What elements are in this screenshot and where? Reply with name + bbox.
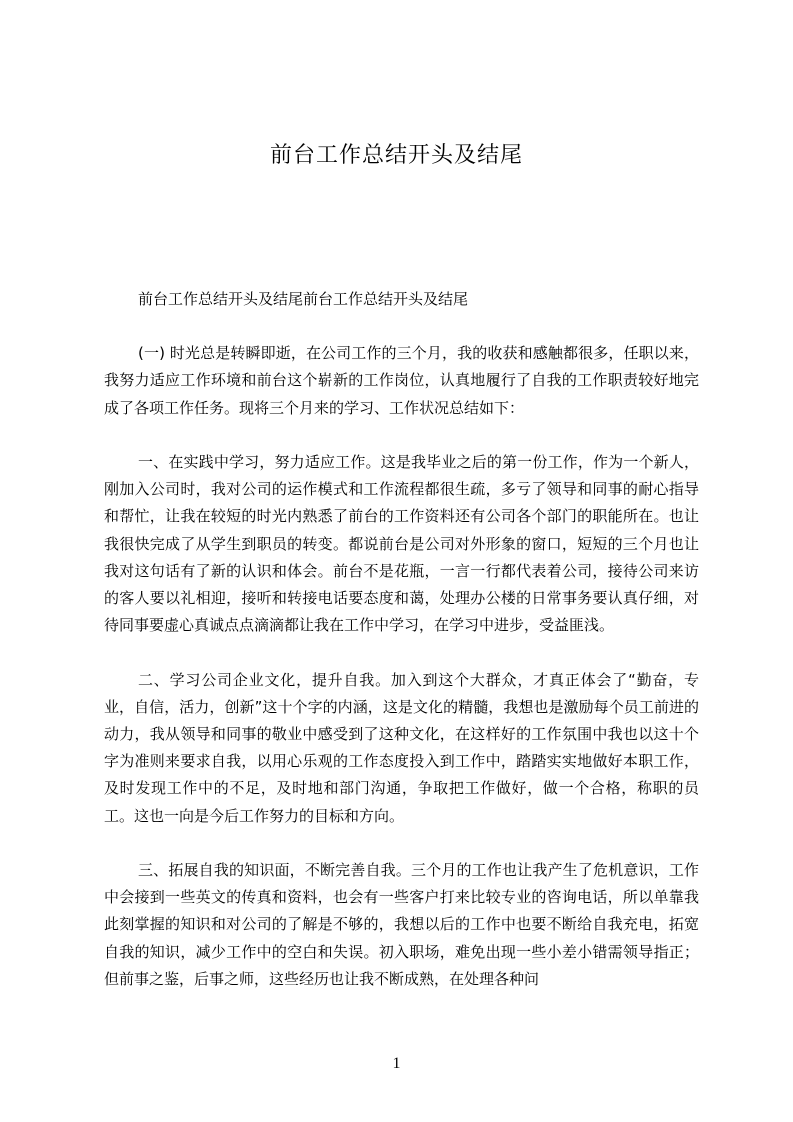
paragraph-section-one: 一、在实践中学习，努力适应工作。这是我毕业之后的第一份工作，作为一个新人，刚加入公司时，我对公司的运作模式和工作流程都很生疏，多亏了领导和同事的耐心指导和帮忙，让我在较短的时光内熟悉了前台的工作资料还有公司各个部门的职能所在。也让我很快完成了从学生到职员的转变。都说前台是公司对外形象的窗口，短短的三个月也让我对这句话有了新的认识和体会。前台不是花瓶，一言一行都代表着公司，接待公司来访的客人要以礼相迎，接听和转接电话要态度和蔼，处理办公楼的日常事务要认真仔细，对待同事要虚心真诚点点滴滴都让我在工作中学习，在学习中进步，受益匪浅。 bbox=[104, 453, 699, 635]
paragraph-section-two: 二、学习公司企业文化，提升自我。加入到这个大群众，才真正体会了“勤奋，专业，自信，活力，创新”这十个字的内涵，这是文化的精髓，我想也是激励每个员工前进的动力，我从领导和同事的敬业中感受到了这种文化，在这样好的工作氛围中我也以这十个字为准则来要求自我，以用心乐观的工作态度投入到工作中，踏踏实实地做好本职工作，及时发现工作中的不足，及时地和部门沟通，争取把工作做好，做一个合格，称职的员工。这也一向是今后工作努力的目标和方向。 bbox=[104, 670, 699, 825]
paragraph-section-three: 三、拓展自我的知识面，不断完善自我。三个月的工作也让我产生了危机意识，工作中会接到一些英文的传真和资料，也会有一些客户打来比较专业的咨询电话，所以单靠我此刻掌握的知识和对公司的了解是不够的，我想以后的工作中也要不断给自我充电，拓宽自我的知识，减少工作中的空白和失误。初入职场，难免出现一些小差小错需领导指正；但前事之鉴，后事之师，这些经历也让我不断成熟，在处理各种问 bbox=[104, 861, 699, 988]
page-number: 1 bbox=[392, 1055, 401, 1072]
document-title: 前台工作总结开头及结尾 bbox=[269, 143, 523, 168]
document-subtitle: 前台工作总结开头及结尾前台工作总结开头及结尾 bbox=[138, 290, 469, 308]
paragraph-intro: (一) 时光总是转瞬即逝，在公司工作的三个月，我的收获和感触都很多，任职以来，我努力适应工作环境和前台这个崭新的工作岗位，认真地履行了自我的工作职责较好地完成了各项工作任务。现将三个月来的学习、工作状况总结如下： bbox=[104, 344, 699, 417]
document-body bbox=[104, 286, 699, 1020]
